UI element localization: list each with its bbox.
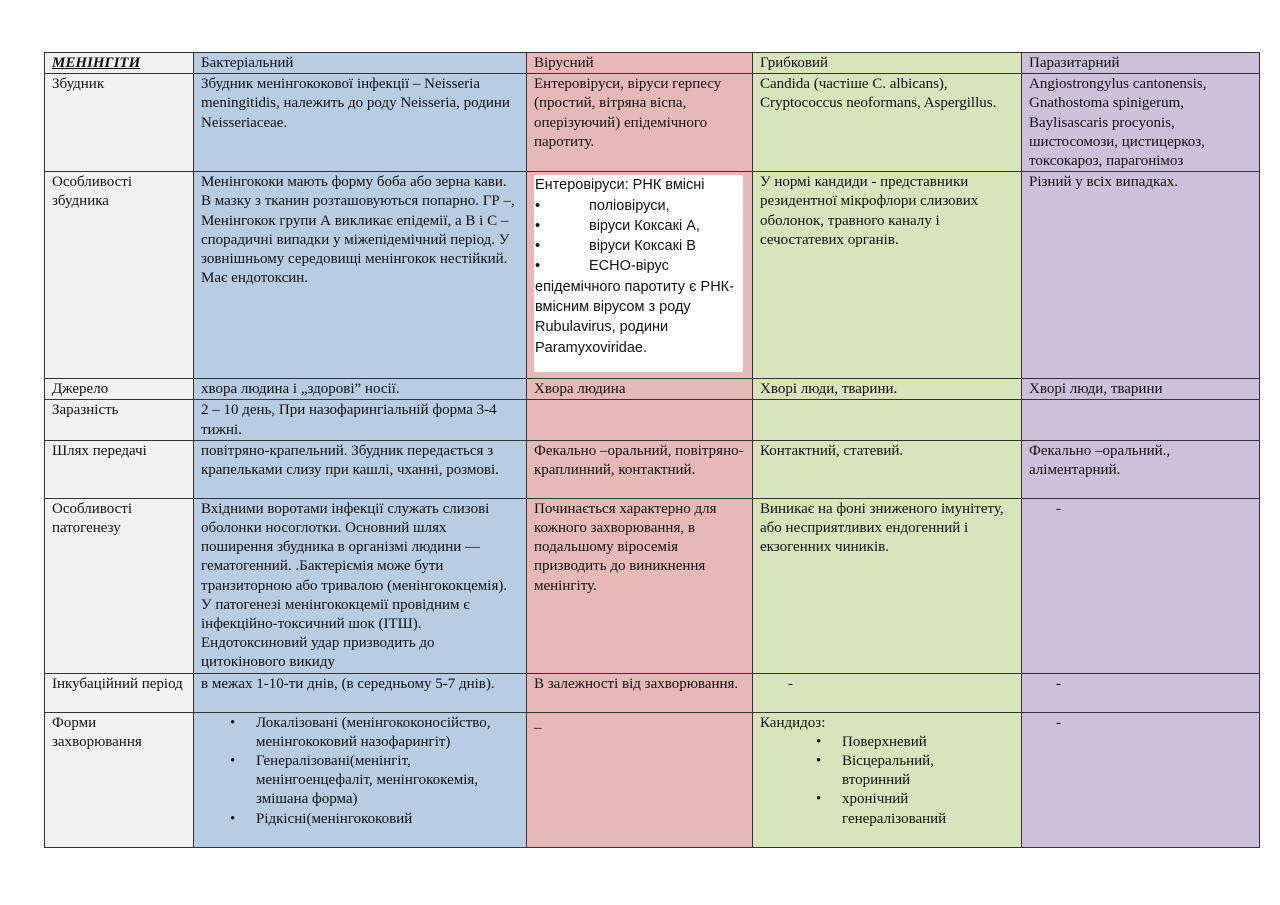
cell-forms-bacterial <box>194 712 527 847</box>
table-row <box>45 673 1260 712</box>
fungal-forms-intro: Кандидоз: <box>760 714 826 731</box>
table-row <box>45 74 1260 172</box>
viral-features-box <box>534 175 743 372</box>
cell-incubation-parasitic: - <box>1022 673 1260 712</box>
cell-incubation-viral: В залежності від захворювання. <box>527 673 753 712</box>
cell-pathogen-bacterial: Збудник менінгококової інфекції – Neisseria meningitidis, належить до роду Neisseria, родини Neisseriaceae. <box>194 74 527 172</box>
cell-source-viral: Хвора людина <box>527 379 753 400</box>
cell-contagiousness-viral <box>527 400 753 440</box>
row-label-transmission: Шлях передачі <box>45 440 194 498</box>
cell-pathogenesis-viral: Починається характерно для кожного захворювання, в подальшому віросемія призводить до виникнення менінгіту. <box>527 498 753 673</box>
cell-transmission-bacterial: повітряно-крапельний. Збудник передається з крапельками слизу при кашлі, чханні, розмові. <box>194 440 527 498</box>
cell-forms-viral: _ <box>527 712 753 847</box>
cell-contagiousness-parasitic <box>1022 400 1260 440</box>
row-label-pathogen-features: Особливості збудника <box>45 172 194 379</box>
bacterial-forms-list <box>256 714 519 829</box>
list-item: • віруси Коксакі А, <box>535 217 700 234</box>
table-row <box>45 440 1260 498</box>
cell-features-fungal: У нормі кандиди - представники резидентної мікрофлори слизових оболонок, травного каналу і сечостатевих органів. <box>753 172 1022 379</box>
cell-incubation-fungal: - <box>753 673 1022 712</box>
cell-pathogen-fungal: Candida (частіше C. albicans), Cryptococcus neoformans, Aspergillus. <box>753 74 1022 172</box>
header-row <box>45 53 1260 74</box>
list-item: • Генералізовані(менінгіт, менінгоенцефаліт, менінгококемія, змішана форма) <box>256 752 519 810</box>
list-item: • Вісцеральний, вторинний <box>842 752 994 790</box>
cell-pathogenesis-fungal: Виникає на фоні зниженого імунітету, або несприятливих ендогенний і екзогенних чиників. <box>753 498 1022 673</box>
table-title-cell <box>45 53 194 74</box>
table-row <box>45 379 1260 400</box>
cell-pathogen-parasitic: Angiostrongylus cantonensis, Gnathostoma spinigerum, Baylisascaris procyonis, шистосомози, цистицеркоз, токсокароз, парагонімоз <box>1022 74 1260 172</box>
list-item: • хронічний генералізований <box>842 790 994 828</box>
cell-pathogen-viral: Ентеровіруси, віруси герпесу (простий, вітряна віспа, оперізуючий) епідемічного паротиту. <box>527 74 753 172</box>
fungal-forms-list <box>760 733 1014 829</box>
table-row <box>45 400 1260 440</box>
row-label-source: Джерело <box>45 379 194 400</box>
header-parasitic: Паразитарний <box>1022 53 1260 74</box>
row-label-pathogen: Збудник <box>45 74 194 172</box>
header-fungal: Грибковий <box>753 53 1022 74</box>
row-label-forms: Форми захворювання <box>45 712 194 847</box>
viral-features-intro: Ентеровіруси: РНК вмісні <box>535 177 705 194</box>
viral-features-tail: епідемічного паротиту є РНК-вмісним вірусом з роду Rubulavirus, родини Paramyxoviridae. <box>535 278 734 356</box>
cell-source-bacterial: хвора людина і „здорові” носії. <box>194 379 527 400</box>
cell-transmission-parasitic: Фекально –оральний., аліментарний. <box>1022 440 1260 498</box>
meningitis-table <box>44 52 1260 848</box>
table-row <box>45 172 1260 379</box>
cell-incubation-bacterial: в межах 1-10-ти днів, (в середньому 5-7 днів). <box>194 673 527 712</box>
cell-contagiousness-fungal <box>753 400 1022 440</box>
cell-source-fungal: Хворі люди, тварини. <box>753 379 1022 400</box>
list-item: • Рідкісні(менінгококовий <box>256 810 519 829</box>
list-item: • поліовіруси, <box>535 197 670 214</box>
cell-features-viral <box>527 172 753 379</box>
table-row <box>45 498 1260 673</box>
list-item: • віруси Коксакі В <box>535 238 696 255</box>
cell-features-bacterial: Менінгококи мають форму боба або зерна кави. В мазку з тканин розташовуються попарно. ГР –, Менінгокок групи А викликає епідемії, а В і С – спорадичні випадки у міжепідемічний період. У зовнішньому середовищі менінгокок нестійкий. Має ендотоксин. <box>194 172 527 379</box>
header-bacterial: Бактеріальний <box>194 53 527 74</box>
row-label-pathogenesis: Особливості патогенезу <box>45 498 194 673</box>
list-item: • Локалізовані (менінгококоносійство, менінгококовий назофарингіт) <box>256 714 519 752</box>
cell-pathogenesis-bacterial: Вхідними воротами інфекції служать слизові оболонки носоглотки. Основний шлях поширення збудника в організмі людини — гематогенний. .Бактеріємія може бути транзиторною або тривалою (менінгококцемія). У патогенезі менінгококцемії провідним є інфекційно-токсичний шок (ІТШ). Ендотоксиновий удар призводить до цитокінового викиду <box>194 498 527 673</box>
cell-features-parasitic: Різний у всіх випадках. <box>1022 172 1260 379</box>
cell-contagiousness-bacterial: 2 – 10 день, При назофарингіальній форма 3-4 тижні. <box>194 400 527 440</box>
row-label-incubation: Інкубаційний період <box>45 673 194 712</box>
header-viral: Вірусний <box>527 53 753 74</box>
cell-transmission-viral: Фекально –оральний, повітряно-краплинний, контактний. <box>527 440 753 498</box>
list-item: • ЕСНО-вірус <box>535 258 669 275</box>
row-label-contagiousness: Заразність <box>45 400 194 440</box>
list-item: • Поверхневий <box>842 733 994 752</box>
cell-pathogenesis-parasitic: - <box>1022 498 1260 673</box>
table-title: МЕНІНГІТИ <box>52 55 141 71</box>
cell-source-parasitic: Хворі люди, тварини <box>1022 379 1260 400</box>
cell-forms-parasitic: - <box>1022 712 1260 847</box>
cell-transmission-fungal: Контактний, статевий. <box>753 440 1022 498</box>
table-row <box>45 712 1260 847</box>
cell-forms-fungal <box>753 712 1022 847</box>
